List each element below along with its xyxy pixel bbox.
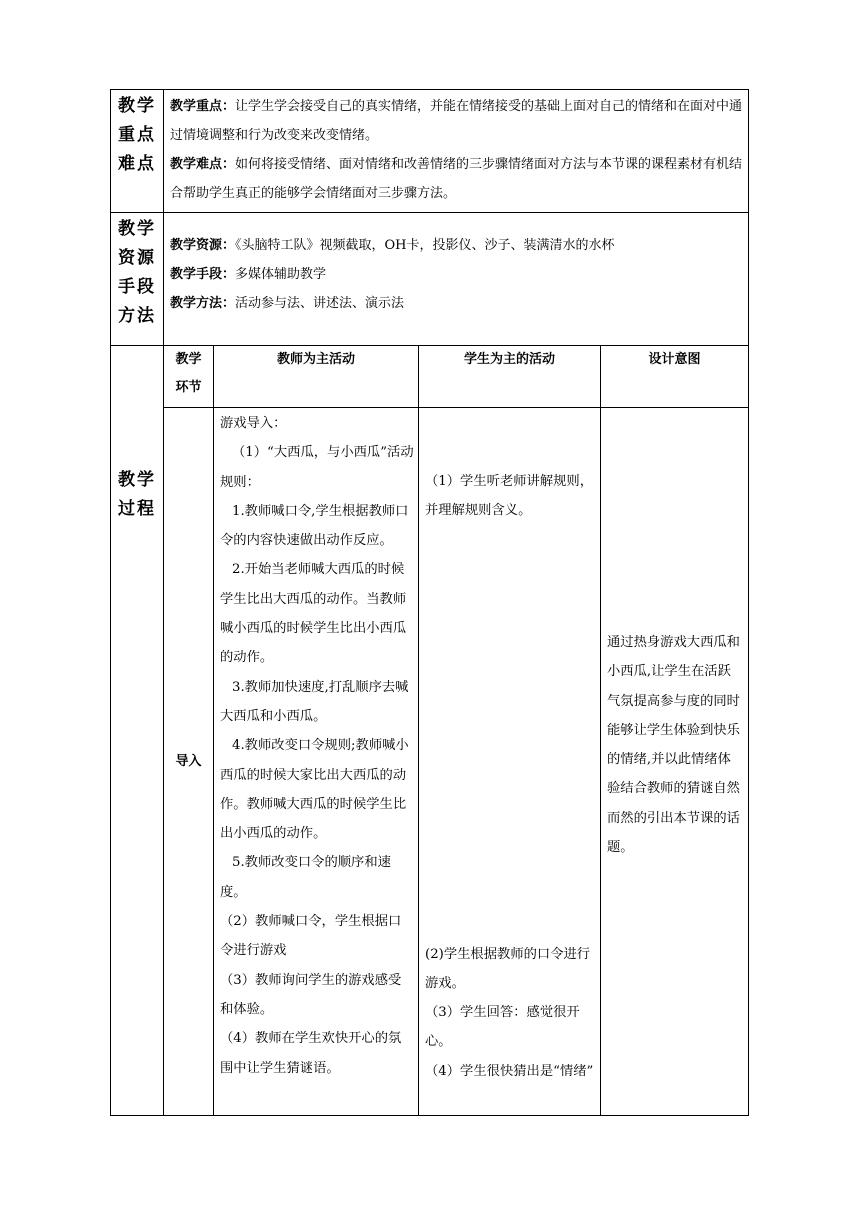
teacher-line: 3.教师加快速度,打乱顺序去喊大西瓜和小西瓜。 <box>220 679 409 724</box>
means-text: 多媒体辅助教学 <box>235 267 327 282</box>
teacher-line: 1.教师喊口令,学生根据教师口令的内容快速做出动作反应。 <box>220 503 409 549</box>
intro-row <box>111 408 749 1116</box>
method-text: 活动参与法、讲述法、演示法 <box>235 296 405 311</box>
student-line: (2)学生根据教师的口令进行游戏。 <box>425 946 591 991</box>
focus-row <box>111 90 749 213</box>
resources-label: 教学 资源 手段 方法 <box>111 213 164 346</box>
resources-row <box>111 213 749 346</box>
stage-header: 教学 环节 <box>164 346 214 408</box>
resources-line <box>170 231 742 260</box>
lesson-plan-table <box>110 89 749 1116</box>
means-line <box>170 260 742 289</box>
method-title: 教学方法： <box>170 296 236 311</box>
resources-content <box>164 213 749 346</box>
key-point <box>170 92 742 150</box>
difficulty <box>170 150 742 208</box>
teacher-line: 2.开始当老师喊大西瓜的时候学生比出大西瓜的动作。当教师喊小西瓜的时候学生比出小西瓜的动作。 <box>220 562 407 666</box>
teacher-line: （1）“大西瓜，与小西瓜”活动规则： <box>220 445 414 490</box>
focus-content <box>164 90 749 213</box>
teacher-line: 5.教师改变口令的顺序和速度。 <box>220 855 391 900</box>
intent-header: 设计意图 <box>601 346 749 408</box>
intent-text: 通过热身游戏大西瓜和小西瓜,让学生在活跃气氛提高参与度的同时能够让学生体验到快乐的情绪,并以此情绪体验结合教师的猜谜自然而然的引出本节课的话题。 <box>607 635 740 856</box>
student-line: （3）学生回答：感觉很开心。 <box>425 1005 580 1050</box>
student-header: 学生为主的活动 <box>419 346 601 408</box>
teacher-line: （3）教师询问学生的游戏感受和体验。 <box>220 972 402 1017</box>
teacher-line: 4.教师改变口令规则;教师喊小西瓜的时候大家比出大西瓜的动作。教师喊大西瓜的时候学生比出小西瓜的动作。 <box>220 738 409 842</box>
teacher-activities <box>214 408 419 1116</box>
resources-text: 《头脑特工队》视频截取，OH卡，投影仪、沙子、装满清水的水杯 <box>235 238 615 253</box>
student-activities <box>419 408 601 1116</box>
key-point-title: 教学重点： <box>170 99 236 114</box>
teacher-line: 游戏导入： <box>220 416 287 431</box>
teacher-line: （4）教师在学生欢快开心的氛围中让学生猜谜语。 <box>220 1031 402 1076</box>
design-intent <box>601 408 749 1116</box>
process-label: 教学 过程 <box>111 346 164 1116</box>
resources-title: 教学资源： <box>170 238 236 253</box>
process-header-row <box>111 346 749 408</box>
student-line: （4）学生很快猜出是“情绪” <box>425 1063 594 1079</box>
difficulty-title: 教学难点： <box>170 157 236 172</box>
focus-label: 教学 重点 难点 <box>111 90 164 213</box>
teacher-line: （2）教师喊口令，学生根据口令进行游戏 <box>220 914 402 959</box>
difficulty-text: 如何将接受情绪、面对情绪和改善情绪的三步骤情绪面对方法与本节课的课程素材有机结合帮助学生真正的能够学会情绪面对三步骤方法。 <box>170 157 743 201</box>
key-point-text: 让学生学会接受自己的真实情绪，并能在情绪接受的基础上面对自己的情绪和在面对中通过情境调整和行为改变来改变情绪。 <box>170 99 743 143</box>
method-line <box>170 289 742 318</box>
stage-intro: 导入 <box>164 408 214 1116</box>
teacher-header: 教师为主活动 <box>214 346 419 408</box>
means-title: 教学手段： <box>170 267 236 282</box>
student-line: （1）学生听老师讲解规则，并理解规则含义。 <box>425 474 594 519</box>
